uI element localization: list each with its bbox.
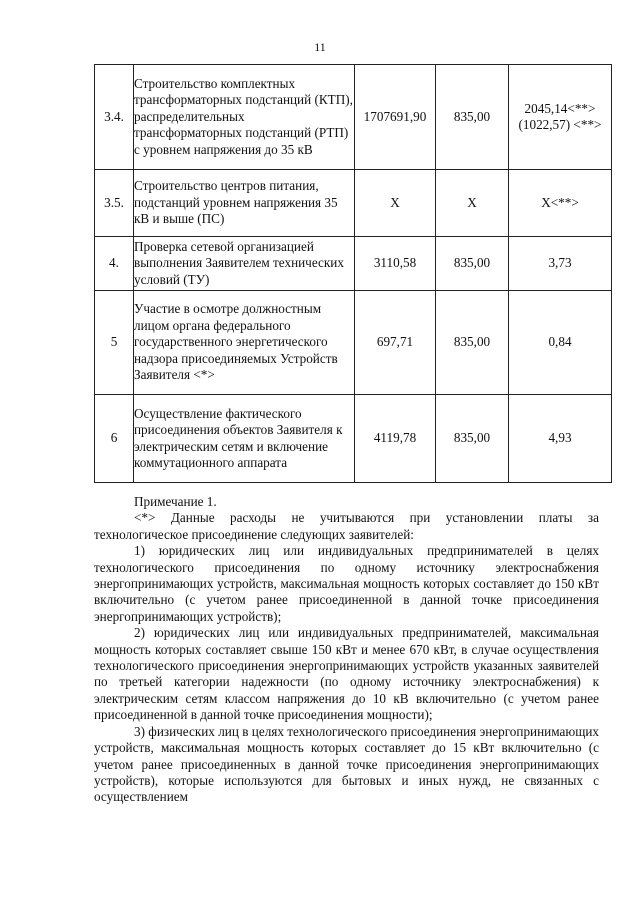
cell-result: X<**> xyxy=(509,170,612,237)
cell-result xyxy=(509,65,612,170)
cell-rate: 835,00 xyxy=(436,237,509,291)
note-intro: <*> Данные расходы не учитываются при установлении платы за технологическое присоединение следующих заявителей: xyxy=(94,510,599,542)
row-number: 3.4. xyxy=(95,65,134,170)
table-row xyxy=(95,237,612,291)
cell-cost: 1707691,90 xyxy=(355,65,436,170)
cell-cost: X xyxy=(355,170,436,237)
table-row xyxy=(95,291,612,395)
page-number: 11 xyxy=(314,40,326,54)
cell-cost: 3110,58 xyxy=(355,237,436,291)
row-number: 3.5. xyxy=(95,170,134,237)
row-name: Участие в осмотре должностным лицом органа федерального государственного энергетического надзора присоединяемых Устройств Заявителя <*> xyxy=(134,291,355,395)
row-number: 5 xyxy=(95,291,134,395)
cell-rate: 835,00 xyxy=(436,291,509,395)
note-item-2: 2) юридических лиц или индивидуальных предпринимателей, максимальная мощность которых составляет свыше 150 кВт и менее 670 кВт, в случае осуществления технологического присоединения энергопринимающих устройств указанных заявителей по третьей категории надежности (по одному источнику электроснабжения) к электрическим сетям классом напряжения до 10 кВ включительно (с учетом ранее присоединенной в данной точке присоединения мощности); xyxy=(94,625,599,723)
note-item-1: 1) юридических лиц или индивидуальных предпринимателей в целях технологического присоединения по одному источнику электроснабжения энергопринимающих устройств, максимальная мощность которых составляет до 150 кВт включительно (с учетом ранее присоединенной в данной точке присоединения энергопринимающих устройств); xyxy=(94,543,599,624)
table-row xyxy=(95,395,612,483)
row-name: Строительство центров питания, подстанций уровнем напряжения 35 кВ и выше (ПС) xyxy=(134,170,355,237)
row-name: Строительство комплектных трансформаторных подстанций (КТП), распределительных трансформаторных подстанций (РТП) с уровнем напряжения до 35 кВ xyxy=(134,65,355,170)
cell-cost: 4119,78 xyxy=(355,395,436,483)
cell-result-line2: (1022,57) <**> xyxy=(518,117,602,132)
cell-result: 0,84 xyxy=(509,291,612,395)
tariff-table xyxy=(94,64,612,483)
cell-rate: 835,00 xyxy=(436,65,509,170)
row-name: Проверка сетевой организацией выполнения Заявителем технических условий (ТУ) xyxy=(134,237,355,291)
table-row xyxy=(95,65,612,170)
note-item-3: 3) физических лиц в целях технологического присоединения энергопринимающих устройств, максимальная мощность которых составляет до 15 кВт включительно (с учетом ранее присоединенных в данной точке присоединения энергопринимающих устройств), которые используются для бытовых и иных нужд, не связанных с осуществлением xyxy=(94,723,599,805)
note-title: Примечание 1. xyxy=(134,494,217,509)
cell-rate: X xyxy=(436,170,509,237)
cell-rate: 835,00 xyxy=(436,395,509,483)
row-number: 6 xyxy=(95,395,134,483)
table-row xyxy=(95,170,612,237)
row-name: Осуществление фактического присоединения объектов Заявителя к электрическим сетям и включение коммутационного аппарата xyxy=(134,395,355,483)
cell-result: 4,93 xyxy=(509,395,612,483)
cell-result-line1: 2045,14<**> xyxy=(524,100,596,116)
cell-cost: 697,71 xyxy=(355,291,436,395)
note-section xyxy=(94,494,599,806)
cell-result: 3,73 xyxy=(509,237,612,291)
row-number: 4. xyxy=(95,237,134,291)
